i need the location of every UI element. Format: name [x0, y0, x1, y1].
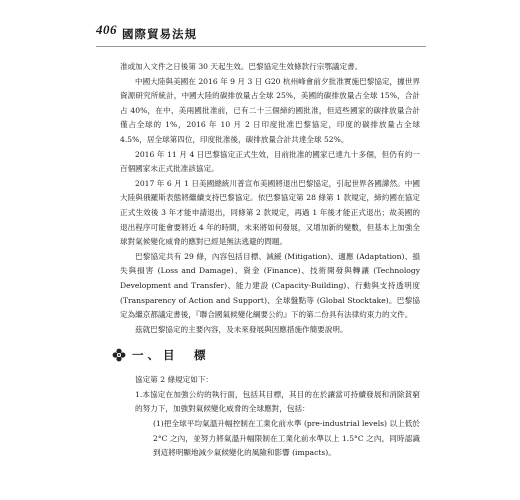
- paragraph: 中國大陸與美國在 2016 年 9 月 3 日 G20 杭州峰會前夕批准實施巴黎協定，據世界資源研究所統計，中國大陸的碳排放量占全球 25%，美國的碳排放量占全球 15%，合計占 40%，在中、美兩國批准前，已有二十三個締約國批准，但這些國家的碳排放量合計僅占全球的 1%，2016 年 10 月 2 日印度批准巴黎協定，印度的碳排放量占全球 4.5%，居全球第四位，印度批准後，碳排放量合計共達全球 52%。: [120, 76, 420, 144]
- section-title: 一、目 標: [132, 348, 210, 363]
- page-body: [120, 60, 420, 461]
- paragraph: 巴黎協定共有 29 條，內容包括目標、減緩 (Mitigation)、適應 (Adaptation)、損失與損害 (Loss and Damage)、資金 (Finance)、技術開發與轉讓 (Technology Development and Transfer)、能力建設 (Capacity-Building)、行動與支持透明度 (Transparency of Action and Support)、全球盤點等 (Global Stocktake)。巴黎協定為繼京都議定書後，『聯合國氣候變化綱要公約』下的第二份具有法律約束力的文件。: [120, 251, 420, 320]
- journal-title: 國際貿易法規: [122, 27, 197, 41]
- list-item-marker: 1.: [135, 389, 143, 399]
- list-item: [120, 388, 420, 417]
- running-header: [96, 22, 426, 42]
- sub-list-item: [120, 417, 420, 461]
- page-number: 406: [96, 22, 117, 37]
- list-item-text: 本協定在加強公約的執行面，包括其目標，其目的在於讓當可持續發展和消除貧窮的努力下，加強對氣候變化威脅的全球應對，包括：: [135, 389, 420, 414]
- paragraph: 茲就巴黎協定的主要內容，及未來發展與因應措施作簡要說明。: [135, 324, 348, 334]
- section-heading: [112, 347, 420, 365]
- sub-item-marker: (1): [153, 419, 164, 429]
- paragraph: 准或加入文件之日後第 30 天起生效。巴黎協定生效條款行宗鄂議定書。: [120, 62, 363, 71]
- sub-item-text: 把全球平均氣溫升幅控制在工業化前水準 (pre-industrial levels) 以上低於 2°C 之內，並努力將氣溫升幅限制在工業化前水準以上 1.5°C 之內，同時認識到這將明顯地減少氣候變化的風險和影響 (impacts)。: [153, 419, 420, 458]
- flower-ornament-icon: [112, 348, 126, 362]
- paragraph: 2017 年 6 月 1 日美國總統川普宣布美國將退出巴黎協定，引起世界各國譁然。中國大陸與俄羅斯表態將繼續支持巴黎協定。依巴黎協定第 28 條第 1 款規定，締約國在協定正式生效後 3 年才能申請退出，同條第 2 款規定，再過 1 年後才能正式退出；故美國的退出程序可能會要將近 4 年的時間，未來將如何發展，又增加新的變數，但基本上加強全球對氣候變化威脅的應對已經是無法逃避的問題。: [120, 178, 420, 247]
- header-rule: [96, 46, 426, 47]
- paragraph: 2016 年 11 月 4 日巴黎協定正式生效，目前批准的國家已達九十多個，但仍有約一百個國家未正式批准該協定。: [120, 149, 420, 174]
- list-intro: 協定第 2 條規定如下：: [135, 375, 214, 385]
